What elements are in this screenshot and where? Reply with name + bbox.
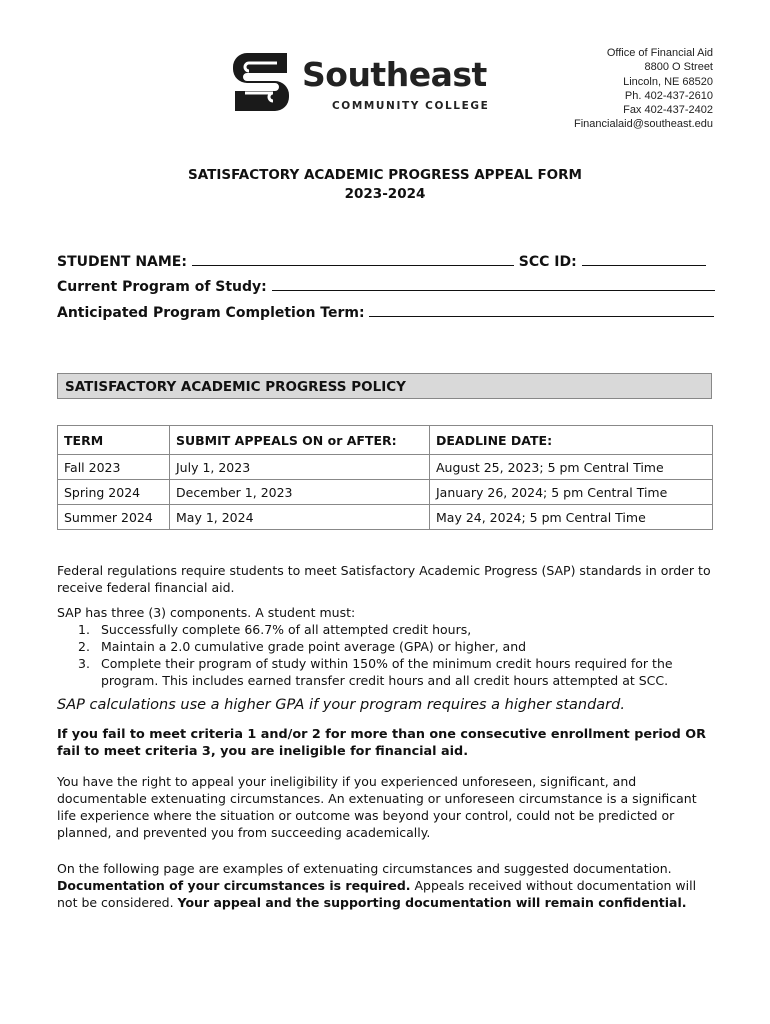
list-text: Maintain a 2.0 cumulative grade point average (GPA) or higher, and: [101, 639, 527, 654]
office-contact-block: [574, 46, 713, 132]
list-item: [57, 621, 717, 638]
program-field[interactable]: [272, 276, 715, 291]
student-name-label: STUDENT NAME:: [57, 254, 187, 270]
submit-date-cell: December 1, 2023: [170, 480, 430, 505]
program-row: [57, 276, 715, 295]
right-to-appeal-paragraph: You have the right to appeal your ineligibility if you experienced unforeseen, significant, and documentable extenuating circumstances. An extenuating or unforeseen circumstance is a significant life experience where the situation or outcome was beyond your control, could not be predicted or planned, and prevented you from succeeding academically.: [57, 774, 697, 840]
gpa-note: SAP calculations use a higher GPA if your program requires a higher standard.: [57, 697, 625, 713]
documentation-paragraph: [57, 860, 717, 911]
term-cell: Spring 2024: [58, 480, 170, 505]
list-number: 1.: [78, 622, 90, 637]
table-row: [58, 455, 713, 480]
deadline-cell: January 26, 2024; 5 pm Central Time: [430, 480, 713, 505]
form-title: SATISFACTORY ACADEMIC PROGRESS APPEAL FORM: [188, 167, 582, 183]
office-fax: Fax 402-437-2402: [623, 104, 713, 117]
without-documentation-text: Appeals received without documentation will not be considered.: [57, 878, 697, 910]
office-city: Lincoln, NE 68520: [623, 75, 713, 88]
following-page-text: On the following page are examples of extenuating circumstances and suggested documentation.: [57, 861, 672, 876]
office-phone: Ph. 402-437-2610: [624, 89, 713, 102]
policy-heading: SATISFACTORY ACADEMIC PROGRESS POLICY: [65, 379, 406, 395]
list-number: 2.: [78, 639, 90, 654]
list-number: 3.: [78, 656, 90, 671]
sap-schedule-table: [57, 425, 713, 530]
office-name: Office of Financial Aid: [606, 47, 713, 59]
federal-regulations-paragraph: Federal regulations require students to meet Satisfactory Academic Progress (SAP) standards in order to receive federal financial aid.: [57, 563, 711, 595]
program-label: Current Program of Study:: [57, 279, 267, 295]
confidential-text: Your appeal and the supporting documentation will remain confidential.: [177, 895, 687, 910]
list-item: [57, 638, 717, 655]
scc-id-field[interactable]: [582, 251, 706, 266]
logo-subtitle: COMMUNITY COLLEGE: [332, 100, 490, 112]
student-name-field[interactable]: [192, 251, 514, 266]
deadline-cell: August 25, 2023; 5 pm Central Time: [430, 455, 713, 480]
column-header: DEADLINE DATE:: [430, 426, 713, 455]
college-logo: [229, 49, 509, 119]
documentation-required-text: Documentation of your circumstances is required.: [57, 878, 411, 893]
table-row: [58, 505, 713, 530]
form-year: 2023-2024: [344, 186, 426, 202]
office-street: 8800 O Street: [644, 61, 713, 74]
completion-row: [57, 302, 714, 321]
office-email: Financialaid@southeast.edu: [574, 118, 713, 131]
deadline-cell: May 24, 2024; 5 pm Central Time: [430, 505, 713, 530]
ineligibility-statement: If you fail to meet criteria 1 and/or 2 for more than one consecutive enrollment period OR fail to meet criteria 3, you are ineligible for financial aid.: [57, 727, 706, 759]
scc-id-label: SCC ID:: [518, 254, 577, 270]
table-header-row: [58, 426, 713, 455]
column-header: SUBMIT APPEALS ON or AFTER:: [170, 426, 430, 455]
submit-date-cell: May 1, 2024: [170, 505, 430, 530]
student-name-row: [57, 251, 706, 270]
southeast-s-logo-icon: [229, 49, 293, 115]
sap-components-list: [57, 621, 717, 689]
list-text: Complete their program of study within 150% of the minimum credit hours required for the program. This includes earned transfer credit hours and all credit hours attempted at SCC.: [101, 656, 673, 688]
logo-wordmark: Southeast: [302, 55, 487, 94]
list-text: Successfully complete 66.7% of all attempted credit hours,: [101, 622, 472, 637]
completion-label: Anticipated Program Completion Term:: [57, 305, 365, 321]
list-item: [57, 655, 717, 689]
table-row: [58, 480, 713, 505]
term-cell: Summer 2024: [58, 505, 170, 530]
policy-heading-box: [57, 373, 712, 399]
completion-field[interactable]: [369, 302, 714, 317]
submit-date-cell: July 1, 2023: [170, 455, 430, 480]
components-intro: SAP has three (3) components. A student must:: [57, 605, 356, 620]
column-header: TERM: [58, 426, 170, 455]
term-cell: Fall 2023: [58, 455, 170, 480]
